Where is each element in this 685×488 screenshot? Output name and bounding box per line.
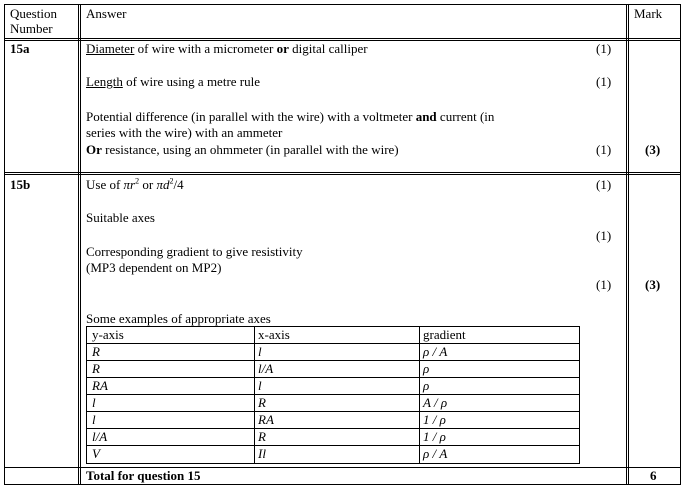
axes-table-cell: R: [258, 429, 266, 444]
axes-table-line: [86, 343, 580, 344]
axes-table-line: [86, 326, 87, 464]
grid-line: [626, 4, 627, 485]
header-question-number-line1: Question: [10, 6, 57, 21]
axes-table-line: [254, 326, 255, 464]
axes-table-cell: RA: [92, 378, 108, 393]
axes-table-header-y: y-axis: [92, 327, 124, 342]
axes-table-cell: ρ: [423, 378, 430, 393]
grid-line: [80, 4, 81, 485]
axes-table-cell: l: [258, 378, 262, 393]
mark-15b-2: (1): [596, 228, 612, 243]
axes-table-header-gradient: gradient: [423, 327, 466, 342]
answer-15b-gradient-line1: Corresponding gradient to give resistivity: [86, 244, 303, 259]
question-number-15a: 15a: [10, 41, 30, 56]
axes-table-header-x: x-axis: [258, 327, 290, 342]
axes-table-cell: l: [258, 344, 262, 359]
answer-15a-diameter: Diameter of wire with a micrometer or digital calliper: [86, 41, 368, 56]
header-mark: Mark: [634, 6, 663, 21]
axes-table-cell: A / ρ: [423, 395, 448, 410]
mark-15a-2: (1): [596, 74, 612, 89]
axes-table-cell: Il: [258, 446, 266, 461]
axes-table-line: [86, 394, 580, 395]
total-15b: (3): [645, 277, 661, 292]
axes-table-line: [86, 411, 580, 412]
axes-table-cell: RA: [258, 412, 274, 427]
answer-15b-area: Use of $\pi r^2$ or $\pi d^2/4$: [86, 176, 184, 192]
axes-table-cell: ρ: [423, 361, 430, 376]
axes-table-cell: R: [92, 344, 100, 359]
answer-15b-gradient-line2: (MP3 dependent on MP2): [86, 260, 222, 275]
total-mark: 6: [650, 468, 657, 483]
axes-table-cell: V: [92, 446, 100, 461]
axes-table-cell: l/A: [258, 361, 274, 376]
question-number-15b: 15b: [10, 177, 31, 192]
axes-table-cell: l: [92, 412, 96, 427]
examples-title: Some examples of appropriate axes: [86, 311, 271, 326]
axes-table-cell: l/A: [92, 429, 108, 444]
axes-table-line: [579, 326, 580, 464]
mark-15b-1: (1): [596, 177, 612, 192]
axes-table-cell: l: [92, 395, 96, 410]
axes-table-cell: R: [258, 395, 266, 410]
header-answer: Answer: [86, 6, 127, 21]
grid-line: [4, 38, 681, 39]
answer-15b-axes: Suitable axes: [86, 210, 155, 225]
total-label: Total for question 15: [86, 468, 201, 483]
axes-table-cell: 1 / ρ: [423, 429, 446, 444]
grid-line: [680, 4, 681, 485]
axes-table-cell: R: [92, 361, 100, 376]
axes-table-line: [86, 463, 580, 464]
axes-table-line: [86, 326, 580, 327]
grid-line: [4, 172, 681, 173]
answer-15a-length: Length of wire using a metre rule: [86, 74, 261, 89]
axes-table-line: [86, 360, 580, 361]
axes-table-line: [86, 377, 580, 378]
axes-table-cell: ρ / A: [423, 344, 448, 359]
grid-line: [78, 4, 79, 485]
axes-table-line: [86, 445, 580, 446]
axes-table-line: [419, 326, 420, 464]
mark-15a-3: (1): [596, 142, 612, 157]
total-15a: (3): [645, 142, 661, 157]
mark-15b-3: (1): [596, 277, 612, 292]
axes-table-cell: 1 / ρ: [423, 412, 446, 427]
axes-table-line: [86, 428, 580, 429]
grid-line: [4, 174, 681, 175]
grid-line: [4, 4, 681, 5]
grid-line: [4, 4, 5, 485]
grid-line: [4, 484, 681, 485]
axes-table-cell: ρ / A: [423, 446, 448, 461]
header-question-number-line2: Number: [10, 21, 53, 36]
answer-15a-pd-line2: series with the wire) with an ammeter: [86, 125, 283, 140]
grid-line: [628, 4, 629, 485]
answer-15a-pd-line1: Potential difference (in parallel with the wire) with a voltmeter and current (in: [86, 109, 495, 124]
answer-15a-resistance: Or resistance, using an ohmmeter (in parallel with the wire): [86, 142, 399, 157]
mark-15a-1: (1): [596, 41, 612, 56]
